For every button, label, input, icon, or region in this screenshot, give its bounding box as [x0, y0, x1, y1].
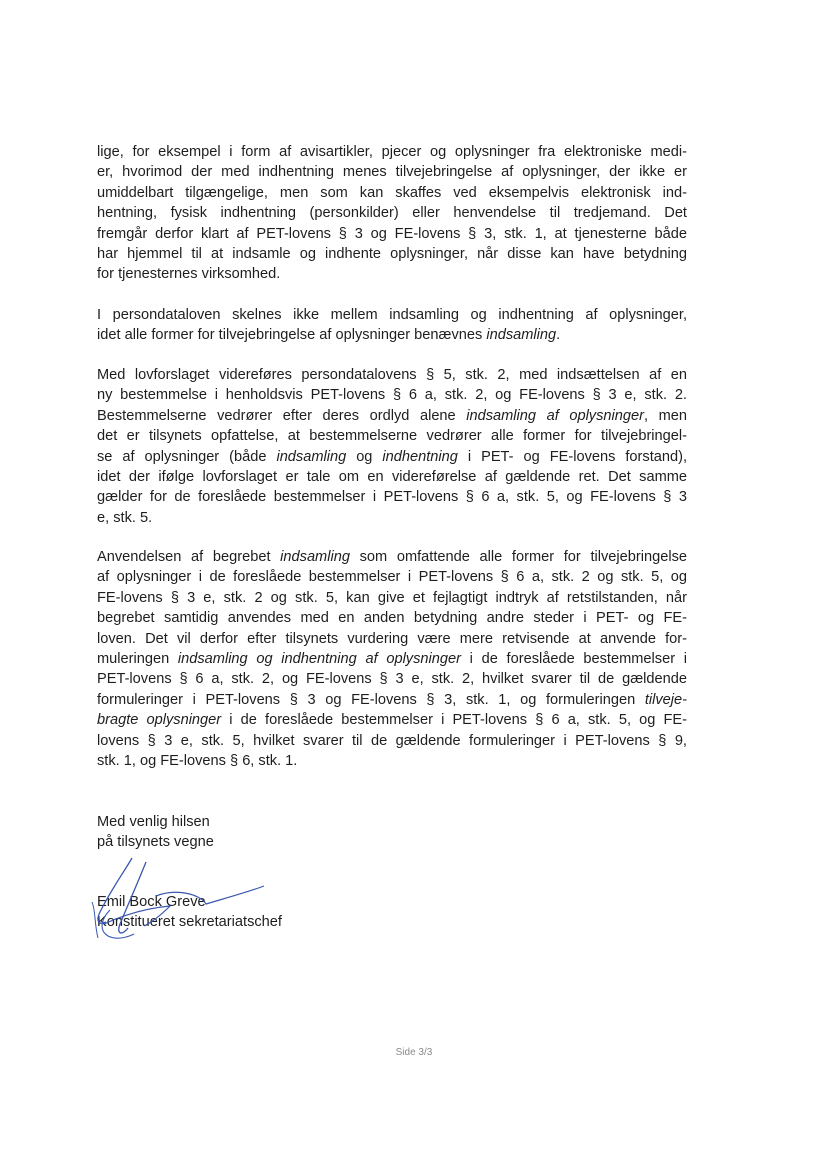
closing-block [97, 812, 214, 853]
emphasis-text: tilveje- [644, 691, 687, 708]
signatory-name: Emil Bock Greve [97, 894, 206, 910]
text-line: idet alle former for tilvejebringelse af oplysninger benævnes indsamling. [97, 327, 561, 344]
text-line: er, hvorimod der med indhentning menes tilvejebringelse af oplysninger, der ikke er [97, 164, 687, 181]
page-number: Side 3/3 [395, 1047, 433, 1058]
text-line: hentning, fysisk indhentning (personkilder) eller henvendelse til tredjemand. Det [97, 205, 687, 222]
paragraph-3 [97, 365, 687, 528]
signatory-title: Konstitueret sekretariatschef [97, 914, 282, 931]
emphasis-text: indsamling [280, 549, 350, 565]
handwritten-signature [86, 852, 276, 947]
text-line: FE-lovens § 3 e, stk. 2 og stk. 5, kan give et fejlagtigt indtryk af retstilstanden, når [97, 589, 687, 606]
text-line: lovens § 3 e, stk. 5, hvilket svarer til de gældende formuleringer i PET-lovens § 9, [97, 732, 687, 749]
emphasis-text: indsamling [486, 327, 557, 344]
text-line: formuleringer i PET-lovens § 3 og FE-lovens § 3, stk. 1, og formuleringen tilveje- [97, 691, 687, 708]
text-line: begrebet samtidig anvendes med en anden betydning andre steder i PET- og FE- [97, 610, 687, 627]
emphasis-text: indsamling [276, 448, 347, 465]
text-line: Anvendelsen af begrebet indsamling som omfattende alle former for tilvejebringelse [97, 549, 687, 565]
text-line: stk. 1, og FE-lovens § 6, stk. 1. [97, 753, 298, 770]
text-line: fremgår derfor klart af PET-lovens § 3 og FE-lovens § 3, stk. 1, at tjenesterne både [97, 225, 687, 242]
text-line: Med lovforslaget videreføres persondatalovens § 5, stk. 2, med indsættelsen af en [97, 367, 687, 383]
text-line: gælder for de foreslåede bestemmelser i PET-lovens § 6 a, stk. 5, og FE-lovens § 3 [97, 489, 687, 506]
text-line: muleringen indsamling og indhentning af oplysninger i de foreslåede bestemmelser i [97, 651, 687, 668]
text-line: e, stk. 5. [97, 509, 153, 526]
text-line: Bestemmelserne vedrører efter deres ordlyd alene indsamling af oplysninger, men [97, 407, 687, 424]
text-line: PET-lovens § 6 a, stk. 2, og FE-lovens § 3 e, stk. 2, hvilket svarer til de gældende [97, 671, 687, 688]
paragraph-1 [97, 142, 687, 285]
text-line: loven. Det vil derfor efter tilsynets vurdering være mere retvisende at anvende for- [97, 630, 687, 647]
text-line: idet der ifølge lovforslaget er tale om en videreførelse af gældende ret. Det samme [97, 469, 687, 486]
text-line: lige, for eksempel i form af avisartikler, pjecer og oplysninger fra elektroniske medi- [97, 144, 687, 160]
emphasis-text: indsamling af oplysninger [466, 407, 644, 424]
emphasis-text: indhentning [382, 448, 458, 465]
emphasis-text: indsamling og indhentning af oplysninger [177, 651, 461, 668]
text-line: for tjenesternes virksomhed. [97, 266, 281, 283]
text-line: I persondataloven skelnes ikke mellem indsamling og indhentning af oplysninger, [97, 307, 687, 323]
text-line: har hjemmel til at indsamle og indhente oplysninger, når disse kan have betydning [97, 246, 687, 263]
closing-greeting: Med venlig hilsen [97, 814, 210, 830]
paragraph-2 [97, 305, 687, 346]
text-line: bragte oplysninger i de foreslåede bestemmelser i PET-lovens § 6 a, stk. 5, og FE- [97, 712, 687, 729]
text-line: umiddelbart tilgængelige, men som kan skaffes ved eksempelvis elektronisk ind- [97, 184, 687, 201]
text-line: ny bestemmelse i henholdsvis PET-lovens § 6 a, stk. 2, og FE-lovens § 3 e, stk. 2. [97, 387, 687, 404]
emphasis-text: bragte oplysninger [97, 712, 222, 729]
closing-on-behalf: på tilsynets vegne [97, 834, 214, 851]
text-line: se af oplysninger (både indsamling og indhentning i PET- og FE-lovens forstand), [97, 448, 688, 465]
text-line: det er tilsynets opfattelse, at bestemmelserne vedrører alle former for tilvejebringel- [97, 428, 687, 445]
paragraph-4 [97, 547, 687, 771]
text-line: af oplysninger i de foreslåede bestemmelser i PET-lovens § 6 a, stk. 2 og stk. 5, og [97, 569, 687, 586]
